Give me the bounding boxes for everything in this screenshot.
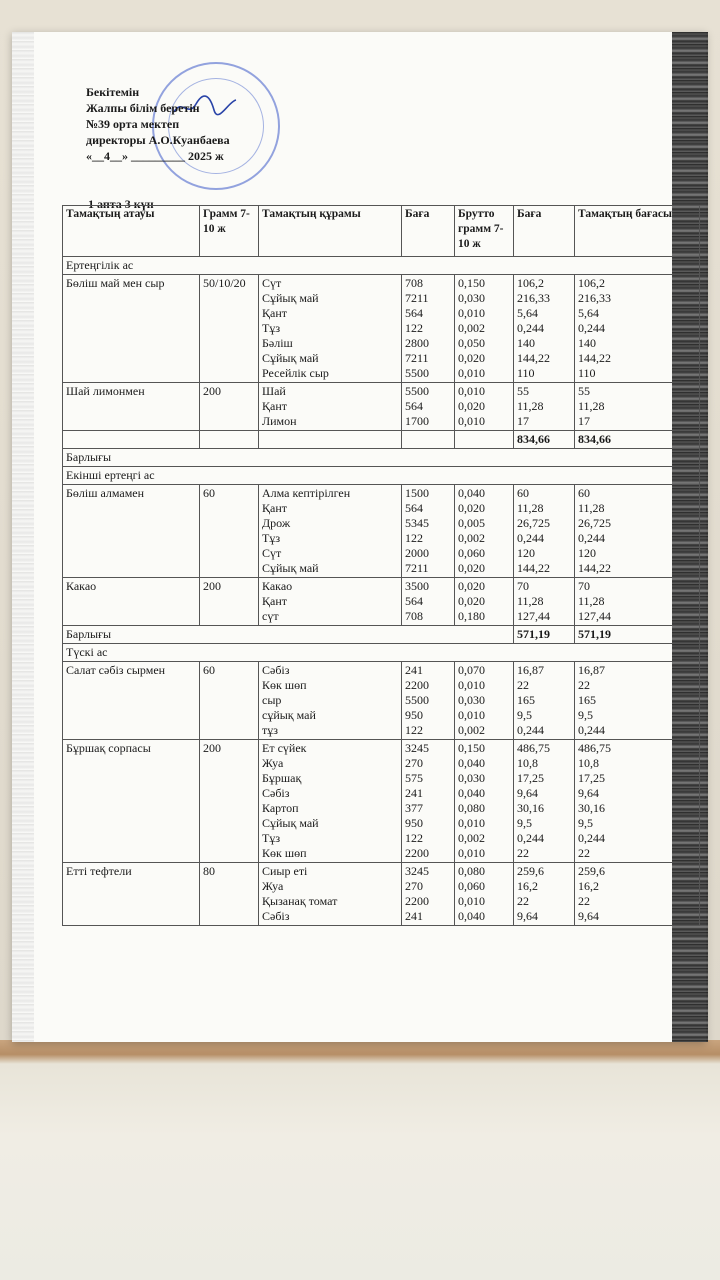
ingredient-line: Сиыр еті — [262, 864, 308, 878]
price-line: 3245 — [405, 864, 429, 878]
approval-line: Бекітемін — [86, 85, 140, 99]
cost-line: 486,75 — [517, 741, 550, 755]
cost-line: 70 — [517, 579, 529, 593]
brutto-line: 0,002 — [458, 831, 485, 845]
brutto-line: 0,010 — [458, 846, 485, 860]
cost-line: 9,5 — [517, 708, 532, 722]
total-cost-line: 0,244 — [578, 831, 605, 845]
dish-name: Бұршақ сорпасы — [63, 740, 200, 863]
cost-line: 140 — [517, 336, 535, 350]
dish-row — [63, 662, 700, 740]
cost-line: 17,25 — [517, 771, 544, 785]
brutto-line: 0,070 — [458, 663, 485, 677]
brutto-line: 0,010 — [458, 708, 485, 722]
brutto-line: 0,010 — [458, 678, 485, 692]
total-cost-line: 17,25 — [578, 771, 605, 785]
price-line: 564 — [405, 594, 423, 608]
cost-line: 30,16 — [517, 801, 544, 815]
cost-line: 16,2 — [517, 879, 538, 893]
ingredient-line: Сұйық май — [262, 291, 319, 305]
total-cost-line: 10,8 — [578, 756, 599, 770]
brutto-line: 0,030 — [458, 693, 485, 707]
desk-surface — [0, 1040, 720, 1280]
price-line: 950 — [405, 708, 423, 722]
dish-row — [63, 740, 700, 863]
total-cost-line: 26,725 — [578, 516, 611, 530]
empty-cell — [63, 431, 200, 449]
price — [402, 863, 455, 926]
cost-line: 0,244 — [517, 321, 544, 335]
total-cost-line: 0,244 — [578, 531, 605, 545]
sum-row — [63, 626, 700, 644]
total-cost-line: 11,28 — [578, 594, 605, 608]
sum-total: 571,19 — [575, 626, 700, 644]
cost-line: 0,244 — [517, 531, 544, 545]
dish-gram: 200 — [200, 740, 259, 863]
scan-artifact-left — [12, 32, 34, 1042]
brutto — [455, 275, 514, 383]
ingredient-line: Алма кептірілген — [262, 486, 351, 500]
ingredient-line: сұйық май — [262, 708, 316, 722]
school-number-line: №39 орта мектеп — [86, 117, 180, 131]
total-cost — [575, 740, 700, 863]
approval-header — [86, 84, 306, 164]
cost-line: 9,64 — [517, 909, 538, 923]
price-line: 564 — [405, 306, 423, 320]
brutto-line: 0,010 — [458, 414, 485, 428]
sum-label: Барлығы — [63, 449, 700, 467]
cost-line: 216,33 — [517, 291, 550, 305]
ingredient-line: тұз — [262, 723, 278, 737]
cost-line: 144,22 — [517, 561, 550, 575]
ingredient-line: Жуа — [262, 756, 284, 770]
column-header: Баға — [402, 206, 455, 257]
cost-line: 9,64 — [517, 786, 538, 800]
total-cost — [575, 383, 700, 431]
column-header: Тамақтың бағасы — [575, 206, 700, 257]
cost — [514, 485, 575, 578]
ingredient-line: сүт — [262, 609, 279, 623]
brutto-line: 0,030 — [458, 771, 485, 785]
dish-row — [63, 485, 700, 578]
total-cost-line: 22 — [578, 894, 590, 908]
ingredient-line: Көк шөп — [262, 678, 307, 692]
total-cost-line: 5,64 — [578, 306, 599, 320]
ingredient-line: Сүт — [262, 276, 282, 290]
total-cost-line: 144,22 — [578, 561, 611, 575]
ingredient-line: Қант — [262, 306, 287, 320]
dish-name: Шай лимонмен — [63, 383, 200, 431]
cost-line: 259,6 — [517, 864, 544, 878]
dish-name: Бөліш май мен сыр — [63, 275, 200, 383]
total-cost-line: 120 — [578, 546, 596, 560]
empty-cell — [402, 431, 455, 449]
ingredient-line: Сүт — [262, 546, 282, 560]
total-cost-line: 16,87 — [578, 663, 605, 677]
brutto-line: 0,020 — [458, 594, 485, 608]
total-cost-line: 9,64 — [578, 909, 599, 923]
brutto-line: 0,040 — [458, 786, 485, 800]
brutto-line: 0,020 — [458, 561, 485, 575]
cost-line: 10,8 — [517, 756, 538, 770]
brutto — [455, 662, 514, 740]
empty-cell — [259, 431, 402, 449]
price-line: 122 — [405, 723, 423, 737]
price-line: 2800 — [405, 336, 429, 350]
dish-name: Салат сәбіз сырмен — [63, 662, 200, 740]
cost-line: 144,22 — [517, 351, 550, 365]
ingredient — [259, 485, 402, 578]
ingredient-line: Какао — [262, 579, 293, 593]
brutto-line: 0,010 — [458, 384, 485, 398]
price-line: 2000 — [405, 546, 429, 560]
brutto-line: 0,030 — [458, 291, 485, 305]
ingredient — [259, 740, 402, 863]
ingredient-line: Қызанақ томат — [262, 894, 338, 908]
cost — [514, 578, 575, 626]
sum-row — [63, 431, 700, 449]
dish-gram: 60 — [200, 662, 259, 740]
price-line: 7211 — [405, 561, 429, 575]
brutto — [455, 485, 514, 578]
sum-label: Барлығы — [63, 626, 514, 644]
total-cost-line: 9,5 — [578, 708, 593, 722]
cost-line: 127,44 — [517, 609, 550, 623]
brutto — [455, 383, 514, 431]
brutto-line: 0,180 — [458, 609, 485, 623]
brutto-line: 0,010 — [458, 894, 485, 908]
cost — [514, 275, 575, 383]
ingredient-line: Қант — [262, 594, 287, 608]
ingredient-line: Бәліш — [262, 336, 293, 350]
brutto — [455, 740, 514, 863]
column-header: Баға — [514, 206, 575, 257]
ingredient-line: Қант — [262, 399, 287, 413]
total-cost-line: 30,16 — [578, 801, 605, 815]
section-row — [63, 644, 700, 662]
price-line: 241 — [405, 663, 423, 677]
price — [402, 578, 455, 626]
price-line: 708 — [405, 276, 423, 290]
total-cost-line: 22 — [578, 846, 590, 860]
brutto-line: 0,010 — [458, 366, 485, 380]
empty-cell — [200, 431, 259, 449]
brutto — [455, 578, 514, 626]
cost — [514, 863, 575, 926]
section-row — [63, 467, 700, 485]
date-line: «__4__» _________ 2025 ж — [86, 149, 224, 163]
ingredient-line: Ресейлік сыр — [262, 366, 329, 380]
price — [402, 275, 455, 383]
column-header: Тамақтың құрамы — [259, 206, 402, 257]
cost — [514, 662, 575, 740]
ingredient — [259, 863, 402, 926]
cost-line: 120 — [517, 546, 535, 560]
total-cost-line: 9,64 — [578, 786, 599, 800]
ingredient-line: Сұйық май — [262, 561, 319, 575]
ingredient-line: Шай — [262, 384, 286, 398]
table-body — [63, 257, 700, 926]
total-cost-line: 22 — [578, 678, 590, 692]
empty-cell — [455, 431, 514, 449]
total-cost-line: 165 — [578, 693, 596, 707]
price-line: 564 — [405, 501, 423, 515]
cost-line: 106,2 — [517, 276, 544, 290]
price — [402, 485, 455, 578]
total-cost — [575, 662, 700, 740]
school-type-line: Жалпы білім беретін — [86, 101, 200, 115]
ingredient-line: Сәбіз — [262, 909, 290, 923]
price-line: 5345 — [405, 516, 429, 530]
ingredient-line: Тұз — [262, 321, 281, 335]
ingredient-line: Сәбіз — [262, 663, 290, 677]
column-header: Грамм 7-10 ж — [200, 206, 259, 257]
column-header: Брутто грамм 7-10 ж — [455, 206, 514, 257]
total-cost-line: 110 — [578, 366, 596, 380]
price-line: 3500 — [405, 579, 429, 593]
dish-row — [63, 863, 700, 926]
price-line: 122 — [405, 321, 423, 335]
ingredient-line: Ет сүйек — [262, 741, 307, 755]
total-cost-line: 259,6 — [578, 864, 605, 878]
price-line: 241 — [405, 909, 423, 923]
dish-row — [63, 383, 700, 431]
brutto-line: 0,080 — [458, 801, 485, 815]
brutto-line: 0,040 — [458, 486, 485, 500]
cost-line: 22 — [517, 846, 529, 860]
cost-line: 11,28 — [517, 399, 544, 413]
total-cost-line: 60 — [578, 486, 590, 500]
sum-total: 834,66 — [575, 431, 700, 449]
ingredient-line: Жуа — [262, 879, 284, 893]
ingredient-line: Тұз — [262, 531, 281, 545]
sum-label-row — [63, 449, 700, 467]
price-line: 5500 — [405, 366, 429, 380]
week-day-label: 1 апта 3 күн — [88, 197, 154, 211]
brutto-line: 0,150 — [458, 741, 485, 755]
brutto-line: 0,020 — [458, 399, 485, 413]
total-cost-line: 55 — [578, 384, 590, 398]
total-cost — [575, 863, 700, 926]
brutto — [455, 863, 514, 926]
total-cost-line: 11,28 — [578, 501, 605, 515]
price-line: 270 — [405, 879, 423, 893]
total-cost — [575, 275, 700, 383]
total-cost-line: 16,2 — [578, 879, 599, 893]
price-line: 270 — [405, 756, 423, 770]
ingredient-line: Тұз — [262, 831, 281, 845]
total-cost-line: 11,28 — [578, 399, 605, 413]
price-line: 5500 — [405, 693, 429, 707]
total-cost — [575, 485, 700, 578]
cost-line: 55 — [517, 384, 529, 398]
brutto-line: 0,060 — [458, 546, 485, 560]
cost-line: 9,5 — [517, 816, 532, 830]
dish-row — [63, 578, 700, 626]
ingredient — [259, 275, 402, 383]
price-line: 575 — [405, 771, 423, 785]
price-line: 3245 — [405, 741, 429, 755]
brutto-line: 0,040 — [458, 756, 485, 770]
ingredient-line: Бұршақ — [262, 771, 302, 785]
section-title: Түскі ас — [63, 644, 700, 662]
cost-line: 11,28 — [517, 501, 544, 515]
brutto-line: 0,080 — [458, 864, 485, 878]
price — [402, 383, 455, 431]
cost-line: 17 — [517, 414, 529, 428]
cost-line: 0,244 — [517, 723, 544, 737]
cost — [514, 383, 575, 431]
brutto-line: 0,010 — [458, 816, 485, 830]
dish-gram: 80 — [200, 863, 259, 926]
brutto-line: 0,060 — [458, 879, 485, 893]
brutto-line: 0,005 — [458, 516, 485, 530]
price-line: 1700 — [405, 414, 429, 428]
price — [402, 740, 455, 863]
price-line: 241 — [405, 786, 423, 800]
total-cost-line: 140 — [578, 336, 596, 350]
ingredient-line: Лимон — [262, 414, 297, 428]
price-line: 564 — [405, 399, 423, 413]
ingredient-line: сыр — [262, 693, 282, 707]
brutto-line: 0,150 — [458, 276, 485, 290]
brutto-line: 0,020 — [458, 351, 485, 365]
cost-line: 60 — [517, 486, 529, 500]
ingredient — [259, 662, 402, 740]
total-cost-line: 144,22 — [578, 351, 611, 365]
total-cost-line: 127,44 — [578, 609, 611, 623]
brutto-line: 0,002 — [458, 723, 485, 737]
price-line: 950 — [405, 816, 423, 830]
price-line: 1500 — [405, 486, 429, 500]
price-line: 2200 — [405, 846, 429, 860]
total-cost-line: 0,244 — [578, 723, 605, 737]
ingredient — [259, 578, 402, 626]
ingredient-line: Сұйық май — [262, 816, 319, 830]
section-row — [63, 257, 700, 275]
ingredient-line: Картоп — [262, 801, 299, 815]
brutto-line: 0,020 — [458, 501, 485, 515]
ingredient-line: Көк шөп — [262, 846, 307, 860]
dish-name: Какао — [63, 578, 200, 626]
cost-line: 110 — [517, 366, 535, 380]
ingredient-line: Сәбіз — [262, 786, 290, 800]
total-cost-line: 0,244 — [578, 321, 605, 335]
total-cost-line: 486,75 — [578, 741, 611, 755]
column-header: Тамақтың атауы — [63, 206, 200, 257]
ingredient-line: Қант — [262, 501, 287, 515]
dish-name: Етті тефтели — [63, 863, 200, 926]
total-cost — [575, 578, 700, 626]
brutto-line: 0,050 — [458, 336, 485, 350]
ingredient-line: Дрож — [262, 516, 291, 530]
ingredient — [259, 383, 402, 431]
price-line: 122 — [405, 831, 423, 845]
brutto-line: 0,010 — [458, 306, 485, 320]
dish-row — [63, 275, 700, 383]
cost-line: 0,244 — [517, 831, 544, 845]
cost-line: 5,64 — [517, 306, 538, 320]
dish-name: Бөліш алмамен — [63, 485, 200, 578]
price-line: 7211 — [405, 351, 429, 365]
cost — [514, 740, 575, 863]
dish-gram: 60 — [200, 485, 259, 578]
cost-line: 16,87 — [517, 663, 544, 677]
price-line: 377 — [405, 801, 423, 815]
brutto-line: 0,002 — [458, 321, 485, 335]
dish-gram: 200 — [200, 578, 259, 626]
cost-line: 26,725 — [517, 516, 550, 530]
price-line: 2200 — [405, 894, 429, 908]
brutto-line: 0,002 — [458, 531, 485, 545]
total-cost-line: 70 — [578, 579, 590, 593]
total-cost-line: 9,5 — [578, 816, 593, 830]
menu-table — [62, 205, 700, 926]
cost-line: 22 — [517, 894, 529, 908]
cost-line: 165 — [517, 693, 535, 707]
cost-line: 11,28 — [517, 594, 544, 608]
price-line: 2200 — [405, 678, 429, 692]
table-header-row — [63, 206, 700, 257]
sum-cost: 571,19 — [514, 626, 575, 644]
total-cost-line: 216,33 — [578, 291, 611, 305]
director-line: директоры А.О.Куанбаева — [86, 133, 230, 147]
price-line: 708 — [405, 609, 423, 623]
brutto-line: 0,020 — [458, 579, 485, 593]
total-cost-line: 106,2 — [578, 276, 605, 290]
ingredient-line: Сұйық май — [262, 351, 319, 365]
price — [402, 662, 455, 740]
section-title: Екінші ертеңгі ас — [63, 467, 700, 485]
brutto-line: 0,040 — [458, 909, 485, 923]
price-line: 122 — [405, 531, 423, 545]
price-line: 5500 — [405, 384, 429, 398]
cost-line: 22 — [517, 678, 529, 692]
section-title: Ертеңгілік ас — [63, 257, 700, 275]
price-line: 7211 — [405, 291, 429, 305]
sum-cost: 834,66 — [514, 431, 575, 449]
dish-gram: 50/10/20 — [200, 275, 259, 383]
dish-gram: 200 — [200, 383, 259, 431]
total-cost-line: 17 — [578, 414, 590, 428]
